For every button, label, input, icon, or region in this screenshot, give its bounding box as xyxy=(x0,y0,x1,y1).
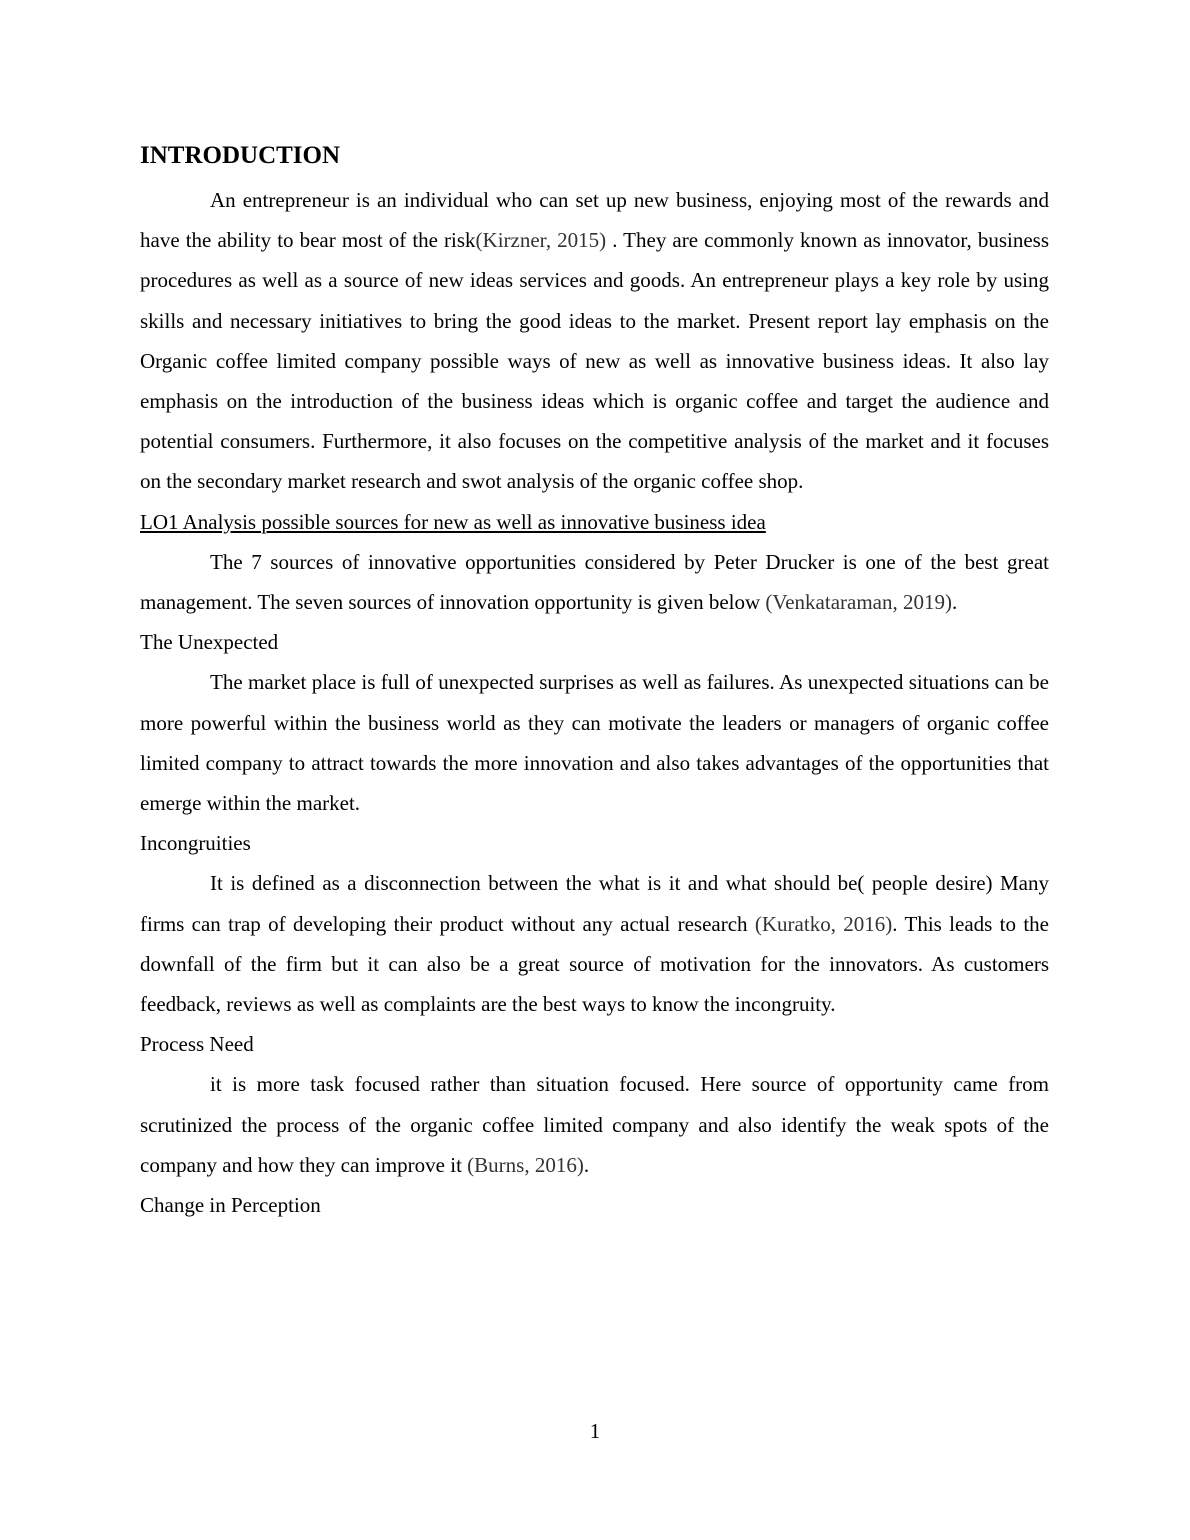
citation-kirzner: (Kirzner, 2015) xyxy=(475,228,607,253)
incongruities-heading: Incongruities xyxy=(140,831,251,856)
process-need-text-part2: . xyxy=(583,1152,590,1177)
process-need-paragraph xyxy=(140,1064,1049,1185)
unexpected-heading: The Unexpected xyxy=(140,630,279,655)
page-content xyxy=(140,138,1049,1225)
page-number: 1 xyxy=(589,1419,601,1443)
change-in-perception-heading: Change in Perception xyxy=(140,1193,321,1218)
drucker-text-part1: The 7 sources of innovative opportunities considered by Peter Drucker is one of the best great management. The seven sources of innovation opportunity is given below xyxy=(140,549,1049,615)
intro-text-part2: . They are commonly known as innovator, business procedures as well as a source of new ideas services and goods. An entrepreneur plays a key role by using skills and necessary initiatives to bring the good ideas to the market. Present report lay emphasis on the Organic coffee limited company possible ways of new as well as innovative business ideas. It also lay emphasis on the introduction of the business ideas which is organic coffee and target the audience and potential consumers. Furthermore, it also focuses on the competitive analysis of the market and it focuses on the secondary market research and swot analysis of the organic coffee shop. xyxy=(140,228,1049,494)
incongruities-paragraph xyxy=(140,863,1049,1024)
intro-paragraph xyxy=(140,180,1049,502)
unexpected-paragraph: The market place is full of unexpected surprises as well as failures. As unexpected situations can be more powerful within the business world as they can motivate the leaders or managers of organic coffee limited company to attract towards the more innovation and also takes advantages of the opportunities that emerge within the market. xyxy=(140,670,1049,816)
drucker-text-part2: . xyxy=(952,590,958,615)
intro-text-part1: An entrepreneur is an individual who can set up new business, enjoying most of the rewards and have the ability to bear most of the risk xyxy=(140,188,1049,253)
citation-venkataraman: (Venkataraman, 2019) xyxy=(765,590,952,615)
process-need-text-part1: it is more task focused rather than situation focused. Here source of opportunity came from scrutinized the process of the organic coffee limited company and also identify the weak spots of the company and how they can improve it xyxy=(140,1072,1049,1177)
drucker-paragraph xyxy=(140,542,1049,622)
lo1-heading: LO1 Analysis possible sources for new as well as innovative business idea xyxy=(140,509,766,534)
process-need-heading: Process Need xyxy=(140,1032,254,1057)
incongruities-text-part2: . This leads to the downfall of the firm but it can also be a great source of motivation for the innovators. As customers feedback, reviews as well as complaints are the best ways to know the incongruity. xyxy=(140,911,1050,1017)
citation-kuratko: (Kuratko, 2016) xyxy=(754,911,893,936)
incongruities-text-part1: It is defined as a disconnection between the what is it and what should be( people desire) Many firms can trap of developing their product without any actual research xyxy=(140,871,1049,936)
citation-burns: (Burns, 2016) xyxy=(467,1152,584,1177)
section-title: INTRODUCTION xyxy=(140,142,341,169)
